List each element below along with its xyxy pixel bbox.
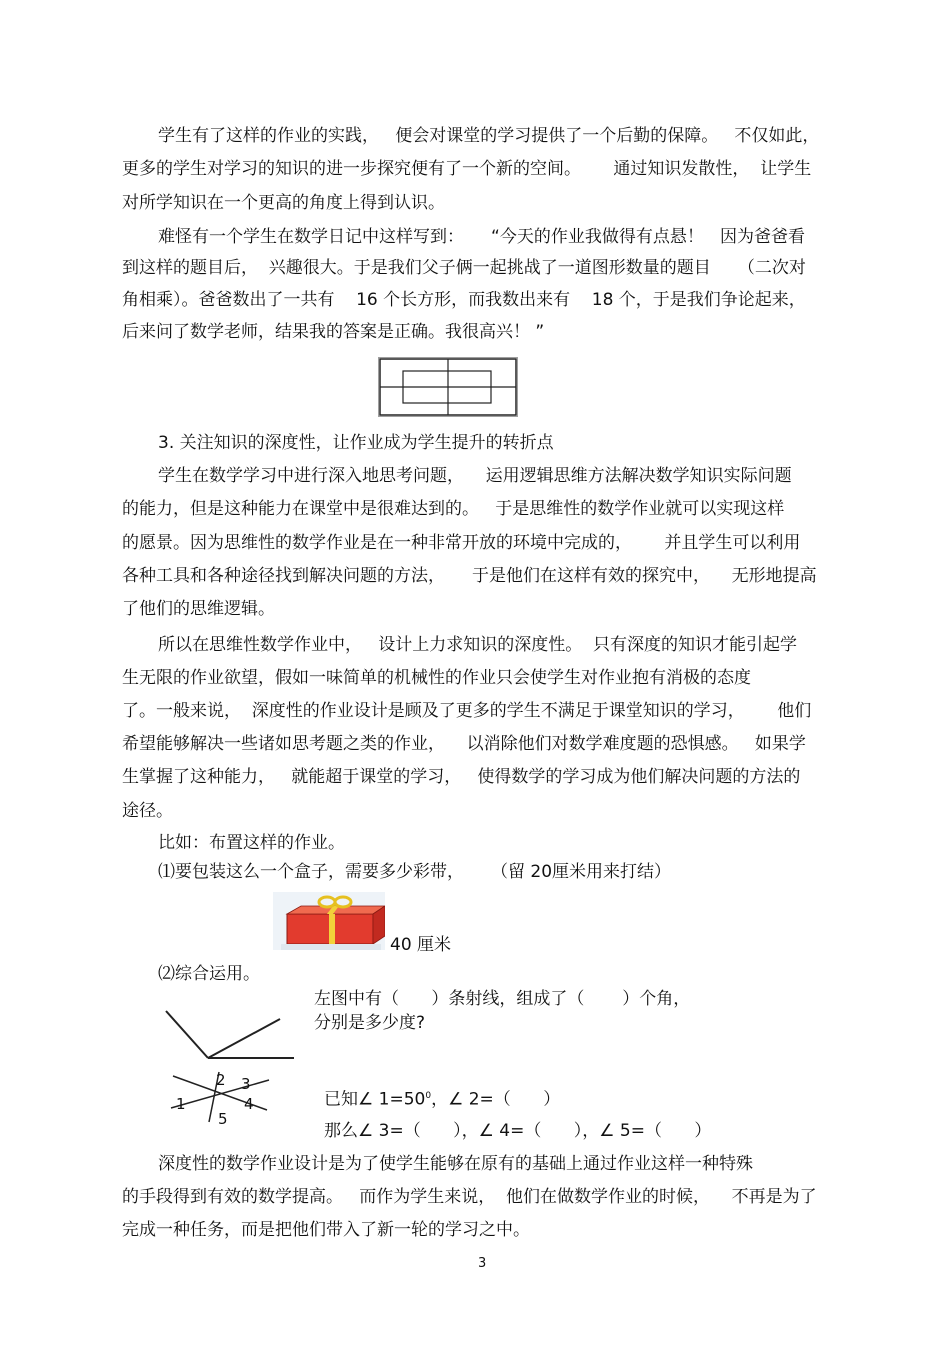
rays-question-line-2: 分别是多少度?: [314, 1013, 426, 1033]
angle-label-3: 3: [241, 1075, 251, 1093]
given-angle-rest: ，∠ 2=（ ）: [431, 1089, 561, 1110]
page-number: 3: [478, 1256, 487, 1271]
paragraph-5-line-2: 的手段得到有效的数学提高。 而作为学生来说， 他们在做数学作业的时候， 不再是为了: [122, 1187, 817, 1207]
paragraph-5-line-3: 完成一种任务，而是把他们带入了新一轮的学习之中。: [122, 1220, 530, 1240]
question-2-label: ⑵综合运用。: [158, 964, 260, 984]
paragraph-1-line-2: 更多的学生对学习的知识的进一步探究便有了一个新的空间。 通过知识发散性， 让学生: [122, 159, 812, 179]
angle-label-1: 1: [176, 1095, 186, 1113]
given-angle-line: [324, 1085, 560, 1111]
paragraph-1-line-1: 学生有了这样的作业的实践， 便会对课堂的学习提供了一个后勤的保障。 不仅如此，: [158, 126, 820, 146]
degree-mark: 0: [425, 1091, 432, 1101]
paragraph-4-line-3: 了。一般来说， 深度性的作业设计是顾及了更多的学生不满足于课堂知识的学习， 他们: [122, 701, 812, 721]
paragraph-2-line-2: 到这样的题目后， 兴趣很大。于是我们父子俩一起挑战了一道图形数量的题目 （二次对: [122, 258, 806, 278]
paragraph-2-line-1: 难怪有一个学生在数学日记中这样写到： “今天的作业我做得有点悬！ 因为爸爸看: [158, 227, 806, 247]
example-intro: 比如：布置这样的作业。: [158, 833, 345, 853]
paragraph-4-line-6: 途径。: [122, 801, 173, 821]
paragraph-2-line-4: 后来问了数学老师，结果我的答案是正确。我很高兴！ ”: [122, 322, 545, 342]
given-angle-text: 已知∠ 1=50: [324, 1089, 426, 1110]
paragraph-5-line-1: 深度性的数学作业设计是为了使学生能够在原有的基础上通过作业这样一种特殊: [158, 1154, 753, 1174]
paragraph-3-line-2: 的能力，但是这种能力在课堂中是很难达到的。 于是思维性的数学作业就可以实现这样: [122, 499, 785, 519]
paragraph-3-line-1: 学生在数学学习中进行深入地思考问题， 运用逻辑思维方法解决数学知识实际问题: [158, 466, 792, 486]
question-1: ⑴要包装这么一个盒子，需要多少彩带， （留 20厘米用来打结）: [158, 862, 672, 882]
angle-label-2: 2: [216, 1071, 226, 1089]
paragraph-3-line-5: 了他们的思维逻辑。: [122, 599, 275, 619]
paragraph-4-line-1: 所以在思维性数学作业中， 设计上力求知识的深度性。 只有深度的知识才能引起学: [158, 635, 798, 655]
rectangle-figure: [378, 357, 518, 417]
paragraph-4-line-2: 生无限的作业欲望，假如一味简单的机械性的作业只会使学生对作业抱有消极的态度: [122, 668, 751, 688]
paragraph-4-line-4: 希望能够解决一些诸如思考题之类的作业， 以消除他们对数学难度题的恐惧感。 如果学: [122, 734, 806, 754]
section-heading-3: 3. 关注知识的深度性，让作业成为学生提升的转折点: [158, 433, 554, 453]
paragraph-3-line-4: 各种工具和各种途径找到解决问题的方法， 于是他们在这样有效的探究中， 无形地提高: [122, 566, 817, 586]
paragraph-1-line-3: 对所学知识在一个更高的角度上得到认识。: [122, 193, 445, 213]
gift-box-image: [273, 892, 385, 950]
paragraph-2-line-3: 角相乘）。爸爸数出了一共有 16 个长方形，而我数出来有 18 个，于是我们争论起来，: [122, 290, 806, 310]
paragraph-3-line-3: 的愿景。因为思维性的数学作业是在一种非常开放的环境中完成的， 并且学生可以利用: [122, 533, 801, 553]
then-angles-line: 那么∠ 3=（ ），∠ 4=（ ），∠ 5=（ ）: [324, 1121, 712, 1141]
rays-question-line-1: 左图中有（ ）条射线，组成了（ ）个角，: [314, 989, 691, 1009]
angle-label-4: 4: [244, 1095, 254, 1113]
box-dimension-label: 40 厘米: [390, 935, 452, 955]
angle-label-5: 5: [218, 1110, 228, 1128]
rays-angle-figure: [160, 1005, 300, 1065]
paragraph-4-line-5: 生掌握了这种能力， 就能超于课堂的学习， 使得数学的学习成为他们解决问题的方法的: [122, 767, 801, 787]
